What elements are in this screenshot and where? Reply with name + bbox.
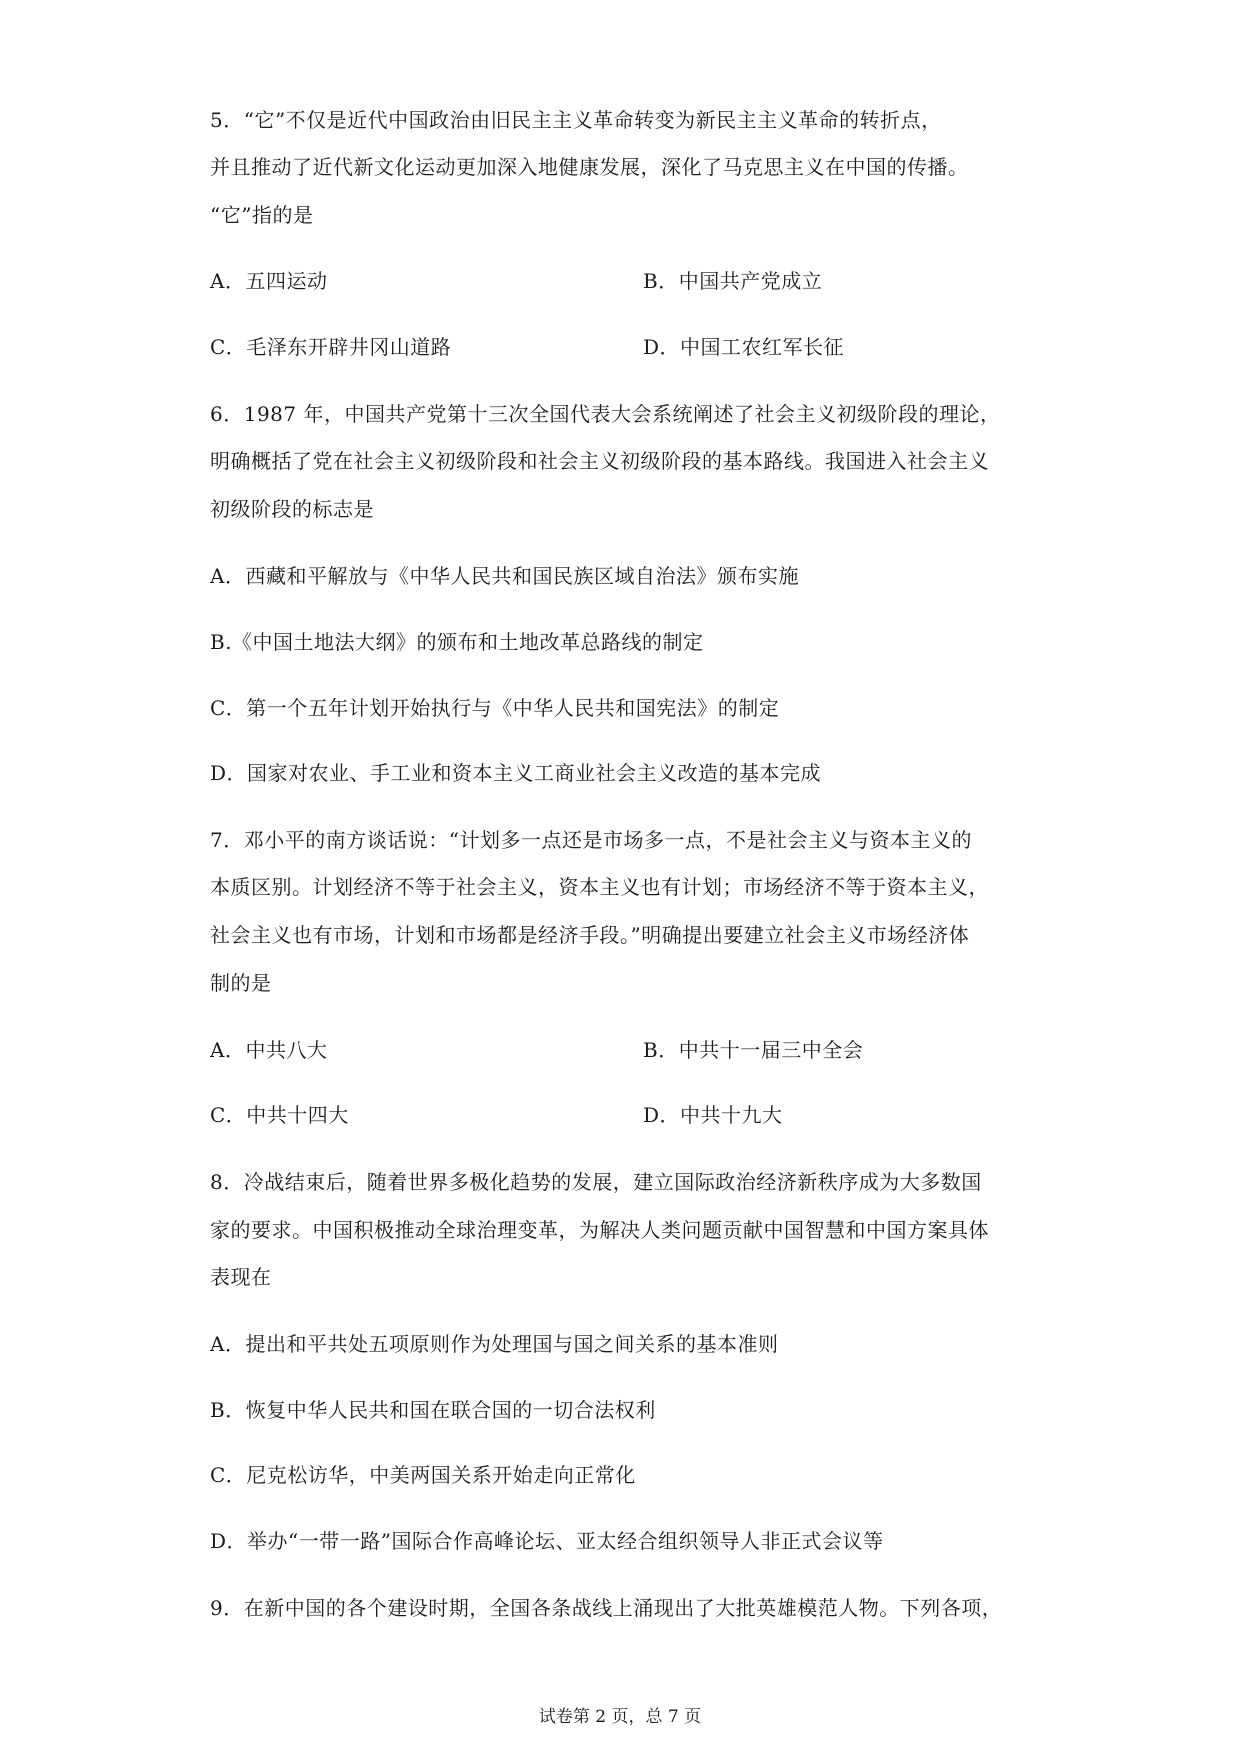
option-a: A．中共八大 [210,1038,328,1062]
option-b: B．中国共产党成立 [643,269,823,293]
option-c: C．毛泽东开辟井冈山道路 [210,335,452,359]
question-stem-line: 社会主义也有市场，计划和市场都是经济手段。”明确提出要建立社会主义市场经济体 [210,923,970,947]
question-stem-line: 并且推动了近代新文化运动更加深入地健康发展，深化了马克思主义在中国的传播。 [210,155,969,179]
question-stem-line: “它”指的是 [210,203,314,227]
option-a: A．提出和平共处五项原则作为处理国与国之间关系的基本准则 [210,1332,779,1356]
option-d: D．国家对农业、手工业和资本主义工商业社会主义改造的基本完成 [210,761,822,785]
question-stem-line: 8．冷战结束后，随着世界多极化趋势的发展，建立国际政治经济新秩序成为大多数国 [210,1170,982,1194]
question-stem-line: 7．邓小平的南方谈话说：“计划多一点还是市场多一点，不是社会主义与资本主义的 [210,828,972,852]
question-stem-line: 初级阶段的标志是 [210,497,374,521]
question-stem-line: 制的是 [210,971,272,995]
option-a: A．西藏和平解放与《中华人民共和国民族区域自治法》颁布实施 [210,564,799,588]
option-b: B．中共十一届三中全会 [643,1038,864,1062]
option-c: C．尼克松访华，中美两国关系开始走向正常化 [210,1463,636,1487]
question-stem-line: 本质区别。计划经济不等于社会主义，资本主义也有计划；市场经济不等于资本主义， [210,875,989,899]
question-stem-line: 6．1987 年，中国共产党第十三次全国代表大会系统阐述了社会主义初级阶段的理论， [210,402,1001,426]
option-d: D．举办“一带一路”国际合作高峰论坛、亚太经合组织领导人非正式会议等 [210,1529,884,1553]
page-footer: 试卷第 2 页，总 7 页 [538,1707,702,1727]
option-b: B．恢复中华人民共和国在联合国的一切合法权利 [210,1398,656,1422]
question-stem-line: 表现在 [210,1265,272,1289]
question-stem-line: 9．在新中国的各个建设时期，全国各条战线上涌现出了大批英雄模范人物。下列各项， [210,1596,1003,1620]
option-b: B.《中国土地法大纲》的颁布和土地改革总路线的制定 [210,630,704,654]
option-d: D．中共十九大 [643,1103,783,1127]
option-d: D．中国工农红军长征 [643,335,845,359]
option-c: C．中共十四大 [210,1103,349,1127]
question-stem-line: 明确概括了党在社会主义初级阶段和社会主义初级阶段的基本路线。我国进入社会主义 [210,449,989,473]
option-c: C．第一个五年计划开始执行与《中华人民共和国宪法》的制定 [210,696,780,720]
question-stem-line: 家的要求。中国积极推动全球治理变革，为解决人类问题贡献中国智慧和中国方案具体 [210,1218,989,1242]
question-stem-line: 5．“它”不仅是近代中国政治由旧民主主义革命转变为新民主主义革命的转折点， [210,108,942,132]
option-a: A．五四运动 [210,269,328,293]
